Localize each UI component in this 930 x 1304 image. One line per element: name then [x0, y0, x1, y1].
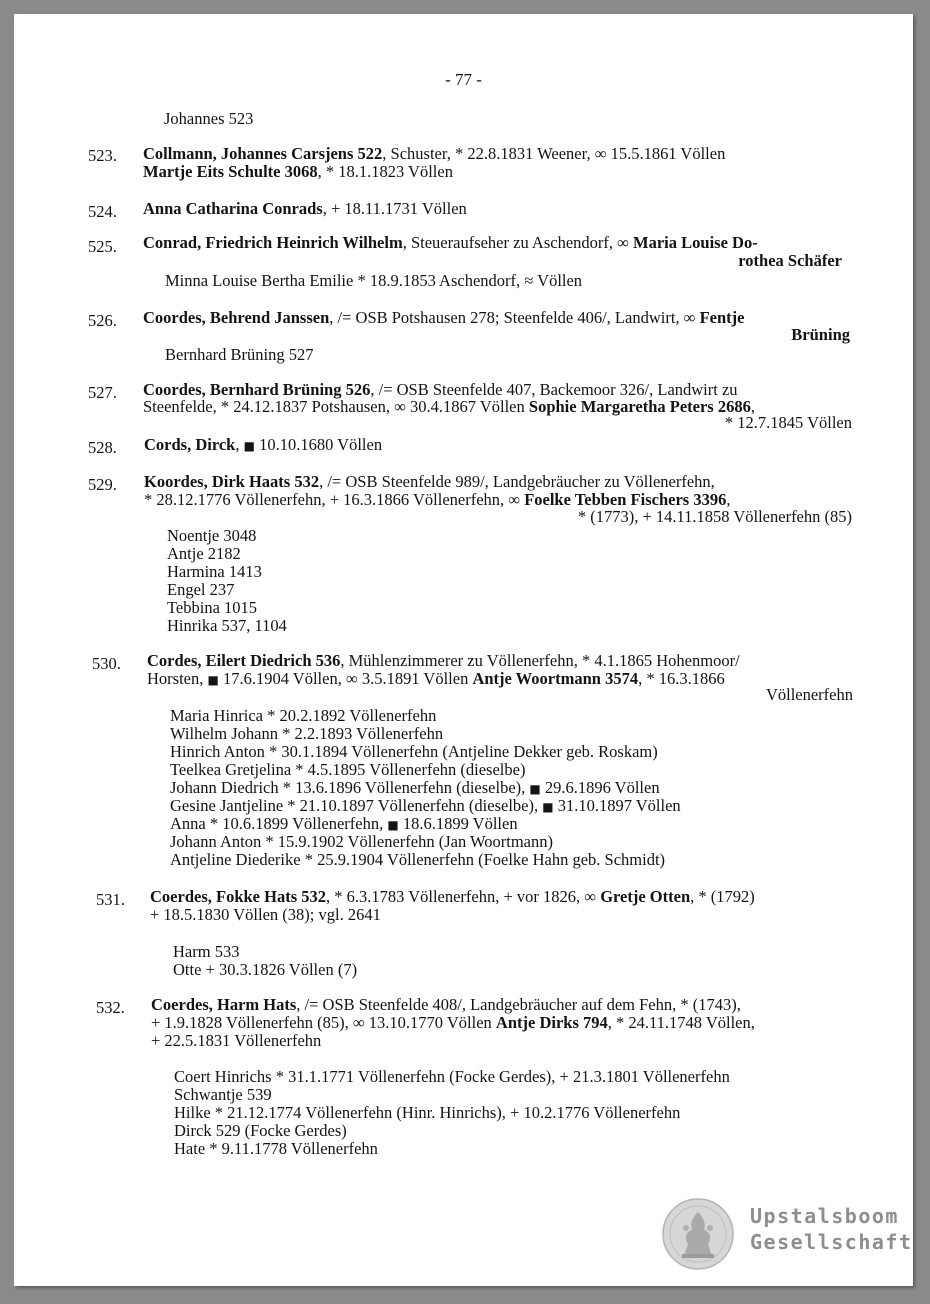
- entry-line: [144, 436, 382, 455]
- spouse-name: Fentje: [699, 308, 745, 327]
- spouse-name: Maria Louise Do-: [633, 233, 758, 252]
- entry-text: ,: [726, 490, 731, 509]
- person-name: Collmann, Johannes Carsjens 522: [143, 144, 383, 163]
- child-line: Harmina 1413: [167, 562, 262, 581]
- entry-text: + 1.9.1828 Völlenerfehn (85), ∞ 13.10.1770 Völlen: [151, 1013, 496, 1032]
- entry-text: , /= OSB Steenfelde 407, Backemoor 326/, Landwirt zu: [370, 380, 738, 399]
- entry-line: [143, 163, 453, 181]
- entry-line: * 12.7.1845 Völlen: [724, 413, 852, 432]
- entry-text: , Steueraufseher zu Aschendorf, ∞: [402, 233, 634, 252]
- spouse-name: Martje Eits Schulte 3068: [143, 162, 318, 181]
- entry-line: Völlenerfehn: [765, 685, 853, 704]
- person-name: Coerdes, Fokke Hats 532: [150, 887, 326, 906]
- entry-number: 530.: [92, 654, 121, 673]
- child-line: Tebbina 1015: [167, 598, 258, 617]
- child-line: Noentje 3048: [167, 526, 257, 545]
- entry-line: [151, 1014, 755, 1032]
- entry-line: [147, 670, 725, 689]
- spouse-name: rothea Schäfer: [738, 251, 842, 270]
- entry-text: , /= OSB Steenfelde 408/, Landgebräucher auf dem Fehn, * (1743),: [296, 995, 741, 1014]
- page-number: - 77 -: [445, 70, 482, 89]
- person-name: Anna Catharina Conrads: [143, 199, 323, 218]
- entry-line: [738, 252, 842, 270]
- entry-text: , * 24.11.1748 Völlen,: [607, 1013, 755, 1032]
- person-name: Conrad, Friedrich Heinrich Wilhelm: [143, 233, 403, 252]
- spouse-name: Brüning: [791, 325, 850, 344]
- child-text: Johann Diedrich * 13.6.1896 Völlenerfehn (dieselbe),: [170, 778, 530, 797]
- child-text: Gesine Jantjeline * 21.10.1897 Völlenerfehn (dieselbe),: [170, 796, 543, 815]
- entry-text: Steenfelde, * 24.12.1837 Potshausen, ∞ 30.4.1867 Völlen: [143, 397, 529, 416]
- child-text: 31.10.1897 Völlen: [553, 796, 681, 815]
- person-name: Coerdes, Harm Hats: [151, 995, 297, 1014]
- entry-line: [144, 473, 715, 491]
- society-logo: [662, 1198, 913, 1278]
- child-line: Engel 237: [167, 580, 235, 599]
- child-line: Antjeline Diederike * 25.9.1904 Völlenerfehn (Foelke Hahn geb. Schmidt): [170, 850, 666, 869]
- person-name: Coordes, Bernhard Brüning 526: [143, 380, 371, 399]
- entry-number: 526.: [88, 311, 117, 330]
- spouse-name: Antje Woortmann 3574: [472, 669, 639, 688]
- logo-line-1: Upstalsboom: [750, 1204, 899, 1228]
- child-line: Wilhelm Johann * 2.2.1893 Völlenerfehn: [170, 724, 444, 743]
- entry-text: , * 16.3.1866: [638, 669, 725, 688]
- spouse-name: Foelke Tebben Fischers 3396: [524, 490, 727, 509]
- child-line: Hinrich Anton * 30.1.1894 Völlenerfehn (Antjeline Dekker geb. Roskam): [170, 742, 658, 761]
- entry-line: + 18.5.1830 Völlen (38); vgl. 2641: [150, 905, 381, 924]
- burial-icon: ■: [207, 673, 219, 687]
- entry-line: [143, 398, 755, 416]
- burial-icon: ■: [542, 800, 554, 814]
- logo-line-2: Gesellschaft: [750, 1230, 913, 1254]
- entry-text: ,: [750, 397, 755, 416]
- entry-number: 532.: [96, 998, 125, 1017]
- entry-number: 529.: [88, 475, 117, 494]
- entry-line: [151, 996, 741, 1014]
- entry-text: Horsten,: [147, 669, 208, 688]
- entry-text: , * 18.1.1823 Völlen: [317, 162, 453, 181]
- child-line: Maria Hinrica * 20.2.1892 Völlenerfehn: [170, 706, 437, 725]
- entry-line: * (1773), + 14.11.1858 Völlenerfehn (85): [577, 507, 852, 526]
- child-text: 18.6.1899 Völlen: [398, 814, 518, 833]
- burial-icon: ■: [529, 782, 541, 796]
- child-line: Harm 533: [173, 942, 240, 961]
- child-line: Johannes 523: [164, 109, 254, 128]
- entry-number: 528.: [88, 438, 117, 457]
- child-text: Anna * 10.6.1899 Völlenerfehn,: [170, 814, 388, 833]
- entry-text: , + 18.11.1731 Völlen: [322, 199, 467, 218]
- child-line: Coert Hinrichs * 31.1.1771 Völlenerfehn (Focke Gerdes), + 21.3.1801 Völlenerfehn: [174, 1067, 730, 1086]
- entry-text: , /= OSB Steenfelde 989/, Landgebräucher zu Völlenerfehn,: [319, 472, 715, 491]
- entry-line: [143, 234, 758, 252]
- child-line: Hinrika 537, 1104: [167, 616, 287, 635]
- child-line: Antje 2182: [167, 544, 241, 563]
- entry-line: [143, 309, 744, 327]
- burial-icon: ■: [387, 818, 399, 832]
- entry-text: , /= OSB Potshausen 278; Steenfelde 406/, Landwirt, ∞: [329, 308, 700, 327]
- entry-line: + 22.5.1831 Völlenerfehn: [151, 1031, 322, 1050]
- child-line: Hate * 9.11.1778 Völlenerfehn: [174, 1139, 378, 1158]
- entry-number: 523.: [88, 146, 117, 165]
- child-line: Minna Louise Bertha Emilie * 18.9.1853 Aschendorf, ≈ Völlen: [165, 271, 583, 290]
- entry-text: 17.6.1904 Völlen, ∞ 3.5.1891 Völlen: [218, 669, 473, 688]
- entry-line: [147, 652, 740, 670]
- child-line: Dirck 529 (Focke Gerdes): [174, 1121, 347, 1140]
- child-line: Teelkea Gretjelina * 4.5.1895 Völlenerfehn (dieselbe): [170, 760, 526, 779]
- entry-text: , Mühlenzimmerer zu Völlenerfehn, * 4.1.1865 Hohenmoor/: [340, 651, 740, 670]
- burial-icon: ■: [243, 439, 255, 453]
- spouse-name: Gretje Otten: [600, 887, 691, 906]
- entry-line: [150, 888, 755, 906]
- entry-text: * 28.12.1776 Völlenerfehn, + 16.3.1866 Völlenerfehn, ∞: [144, 490, 525, 509]
- person-name: Coordes, Behrend Janssen: [143, 308, 330, 327]
- entry-line: [143, 200, 467, 218]
- child-line: Hilke * 21.12.1774 Völlenerfehn (Hinr. Hinrichs), + 10.2.1776 Völlenerfehn: [174, 1103, 681, 1122]
- child-line: Schwantje 539: [174, 1085, 272, 1104]
- entry-line: [791, 326, 850, 344]
- entry-number: 527.: [88, 383, 117, 402]
- entry-number: 525.: [88, 237, 117, 256]
- person-name: Koordes, Dirk Haats 532: [144, 472, 320, 491]
- entry-text: 10.10.1680 Völlen: [254, 435, 383, 454]
- person-name: Cordes, Eilert Diedrich 536: [147, 651, 341, 670]
- child-line: Otte + 30.3.1826 Völlen (7): [173, 960, 358, 979]
- entry-text: , * (1792): [690, 887, 755, 906]
- child-text: 29.6.1896 Völlen: [540, 778, 660, 797]
- entry-line: [143, 145, 725, 163]
- child-line: Bernhard Brüning 527: [165, 345, 314, 364]
- child-line: Johann Anton * 15.9.1902 Völlenerfehn (Jan Woortmann): [170, 832, 554, 851]
- spouse-name: Sophie Margaretha Peters 2686: [528, 397, 751, 416]
- entry-number: 524.: [88, 202, 117, 221]
- person-name: Cords, Dirck: [144, 435, 236, 454]
- entry-text: , Schuster, * 22.8.1831 Weener, ∞ 15.5.1861 Völlen: [382, 144, 726, 163]
- spouse-name: Antje Dirks 794: [495, 1013, 608, 1032]
- seal-icon: [662, 1198, 734, 1270]
- document-page: [14, 14, 913, 1286]
- entry-text: ,: [235, 435, 244, 454]
- entry-number: 531.: [96, 890, 125, 909]
- entry-text: , * 6.3.1783 Völlenerfehn, + vor 1826, ∞: [326, 887, 601, 906]
